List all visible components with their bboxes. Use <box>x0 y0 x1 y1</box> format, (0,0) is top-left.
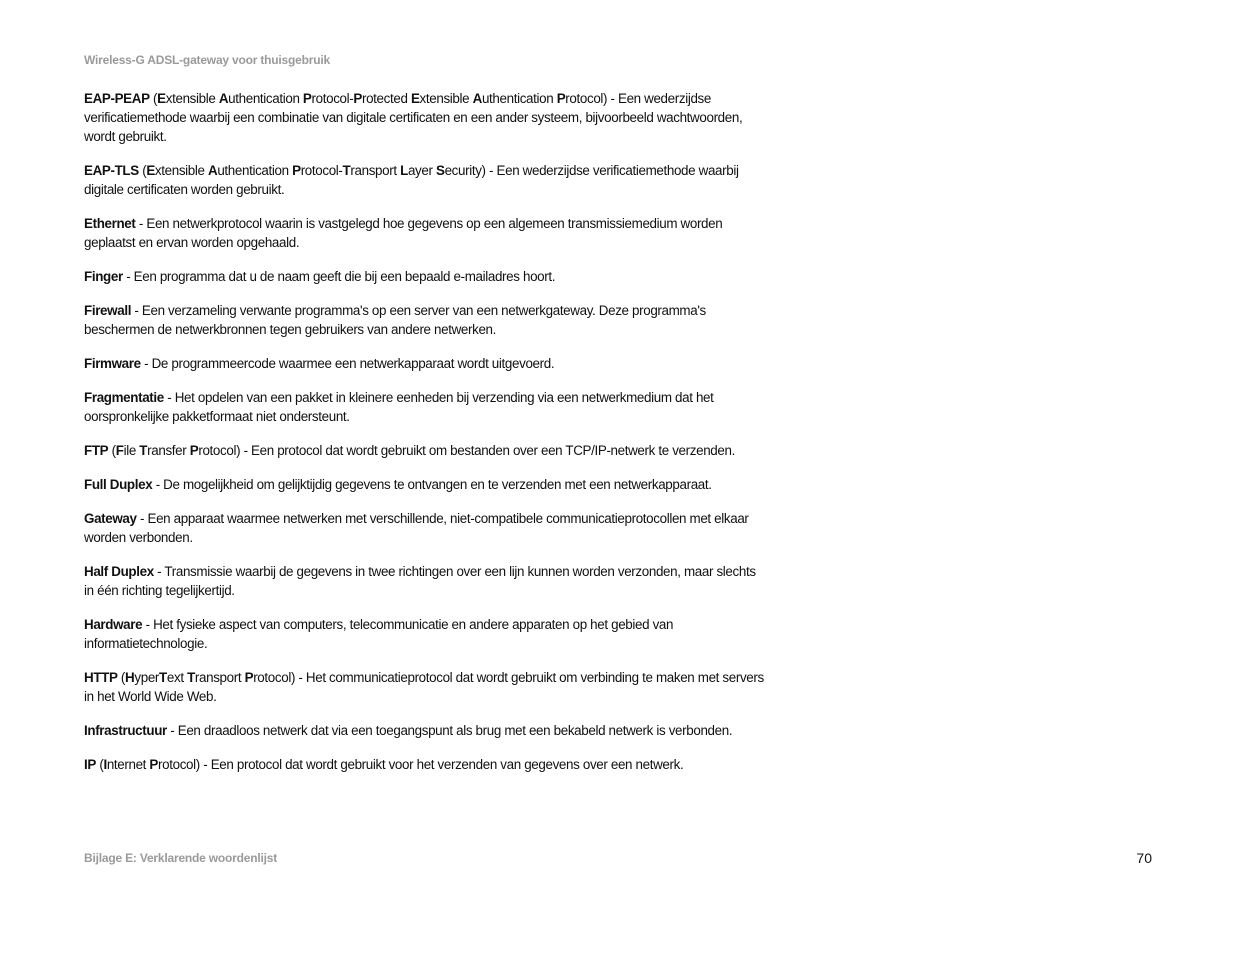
glossary-text: ayer <box>407 163 436 178</box>
glossary-text: ( <box>138 163 147 178</box>
glossary-entry <box>84 214 764 252</box>
acronym-letter: H <box>125 670 135 685</box>
glossary-text: rotocol) - Een protocol dat wordt gebruikt om bestanden over een TCP/IP-netwerk te verzenden. <box>198 443 735 458</box>
glossary-term: FTP <box>84 443 109 458</box>
glossary-text: - Een apparaat waarmee netwerken met verschillende, niet-compatibele communicatieprotocollen met elkaar worden verbonden. <box>84 511 749 545</box>
glossary-term: Gateway <box>84 511 137 526</box>
glossary-text: - Transmissie waarbij de gegevens in twee richtingen over een lijn kunnen worden verzonden, maar slechts in één richting tegelijkertijd. <box>84 564 756 598</box>
glossary-text: ( <box>108 443 116 458</box>
glossary-entry <box>84 354 764 373</box>
acronym-letter: A <box>472 91 482 106</box>
glossary-entry <box>84 562 764 600</box>
running-footer: Bijlage E: Verklarende woordenlijst <box>84 851 278 865</box>
glossary-text: rotocol) - Het communicatieprotocol dat wordt gebruikt om verbinding te maken met servers in het World Wide Web. <box>84 670 764 704</box>
acronym-letter: T <box>342 163 351 178</box>
glossary-term: Hardware <box>84 617 143 632</box>
acronym-letter: I <box>103 757 107 772</box>
glossary-term: Full Duplex <box>84 477 153 492</box>
glossary-text: nternet <box>106 757 150 772</box>
glossary-term: Fragmentatie <box>84 390 164 405</box>
glossary-term: Ethernet <box>84 216 136 231</box>
glossary-text: ransport <box>350 163 401 178</box>
glossary-text: - De mogelijkheid om gelijktijdig gegevens te ontvangen en te verzenden met een netwerkapparaat. <box>152 477 712 492</box>
acronym-letter: P <box>189 443 199 458</box>
glossary-entry <box>84 267 764 286</box>
glossary-text: - Een netwerkprotocol waarin is vastgelegd hoe gegevens op een algemeen transmissiemedium worden geplaatst en ervan worden opgehaald. <box>84 216 723 250</box>
glossary-entry <box>84 668 764 706</box>
acronym-letter: P <box>292 163 301 178</box>
glossary-text: ( <box>149 91 158 106</box>
glossary-entry <box>84 475 764 494</box>
acronym-letter: A <box>218 91 229 106</box>
glossary-text: ( <box>95 757 104 772</box>
glossary-term: Firmware <box>84 356 141 371</box>
glossary-text: rotected <box>361 91 411 106</box>
glossary-text: xtensible <box>165 91 219 106</box>
glossary-entry <box>84 388 764 426</box>
running-header: Wireless-G ADSL-gateway voor thuisgebruik <box>84 53 330 67</box>
acronym-letter: P <box>556 91 566 106</box>
glossary-entry <box>84 721 764 740</box>
acronym-letter: E <box>146 163 155 178</box>
acronym-letter: P <box>353 91 362 106</box>
glossary-entry <box>84 301 764 339</box>
acronym-letter: S <box>435 163 445 178</box>
glossary-text: uthentication <box>228 91 303 106</box>
glossary-text: ile <box>123 443 140 458</box>
acronym-letter: E <box>410 91 420 106</box>
glossary-list <box>84 89 764 789</box>
glossary-text: ransfer <box>147 443 190 458</box>
acronym-letter: T <box>187 670 195 685</box>
glossary-text: ransport <box>194 670 245 685</box>
glossary-text: - Het opdelen van een pakket in kleinere eenheden bij verzending via een netwerkmedium dat het oorspronkelijke pakketformaat niet ondersteunt. <box>84 390 714 424</box>
acronym-letter: T <box>139 443 148 458</box>
glossary-entry <box>84 615 764 653</box>
glossary-text: xtensible <box>154 163 208 178</box>
glossary-text: rotocol- <box>311 91 354 106</box>
glossary-text: ext <box>166 670 188 685</box>
glossary-text: - Het fysieke aspect van computers, telecommunicatie en andere apparaten op het gebied van informatietechnologie. <box>84 617 674 651</box>
acronym-letter: P <box>302 91 312 106</box>
glossary-term: HTTP <box>84 670 118 685</box>
glossary-text: - Een programma dat u de naam geeft die bij een bepaald e-mailadres hoort. <box>122 269 556 284</box>
glossary-text: rotocol) - Een protocol dat wordt gebruikt voor het verzenden van gegevens over een netwerk. <box>158 757 684 772</box>
glossary-text: xtensible <box>419 91 473 106</box>
glossary-term: Half Duplex <box>84 564 154 579</box>
acronym-letter: E <box>157 91 166 106</box>
glossary-term: EAP-PEAP <box>84 91 150 106</box>
acronym-letter: L <box>400 163 408 178</box>
glossary-entry <box>84 441 764 460</box>
glossary-entry <box>84 161 764 199</box>
glossary-term: EAP-TLS <box>84 163 139 178</box>
glossary-text: - De programmeercode waarmee een netwerkapparaat wordt uitgevoerd. <box>140 356 555 371</box>
glossary-term: Firewall <box>84 303 132 318</box>
glossary-text: yper <box>134 670 160 685</box>
glossary-text: rotocol) - Een wederzijdse verificatiemethode waarbij een combinatie van digitale certificaten en een ander systeem, bijvoorbeeld wachtwoorden, wordt gebruikt. <box>84 91 743 144</box>
glossary-text: uthentication <box>217 163 293 178</box>
glossary-entry <box>84 89 764 146</box>
glossary-entry <box>84 509 764 547</box>
glossary-term: Infrastructuur <box>84 723 167 738</box>
page-number: 70 <box>1136 850 1152 866</box>
acronym-letter: A <box>208 163 218 178</box>
glossary-entry <box>84 755 764 774</box>
acronym-letter: P <box>244 670 254 685</box>
glossary-text: ( <box>117 670 126 685</box>
glossary-text: uthentication <box>481 91 557 106</box>
glossary-term: IP <box>84 757 96 772</box>
glossary-term: Finger <box>84 269 123 284</box>
glossary-text: rotocol- <box>300 163 343 178</box>
acronym-letter: F <box>115 443 124 458</box>
acronym-letter: T <box>159 670 167 685</box>
glossary-text: ecurity) - Een wederzijdse verificatiemethode waarbij digitale certificaten worden gebruikt. <box>84 163 739 197</box>
acronym-letter: P <box>149 757 159 772</box>
glossary-text: - Een draadloos netwerk dat via een toegangspunt als brug met een bekabeld netwerk is verbonden. <box>166 723 733 738</box>
glossary-text: - Een verzameling verwante programma's op een server van een netwerkgateway. Deze programma's beschermen de netwerkbronnen tegen gebruikers van andere netwerken. <box>84 303 706 337</box>
